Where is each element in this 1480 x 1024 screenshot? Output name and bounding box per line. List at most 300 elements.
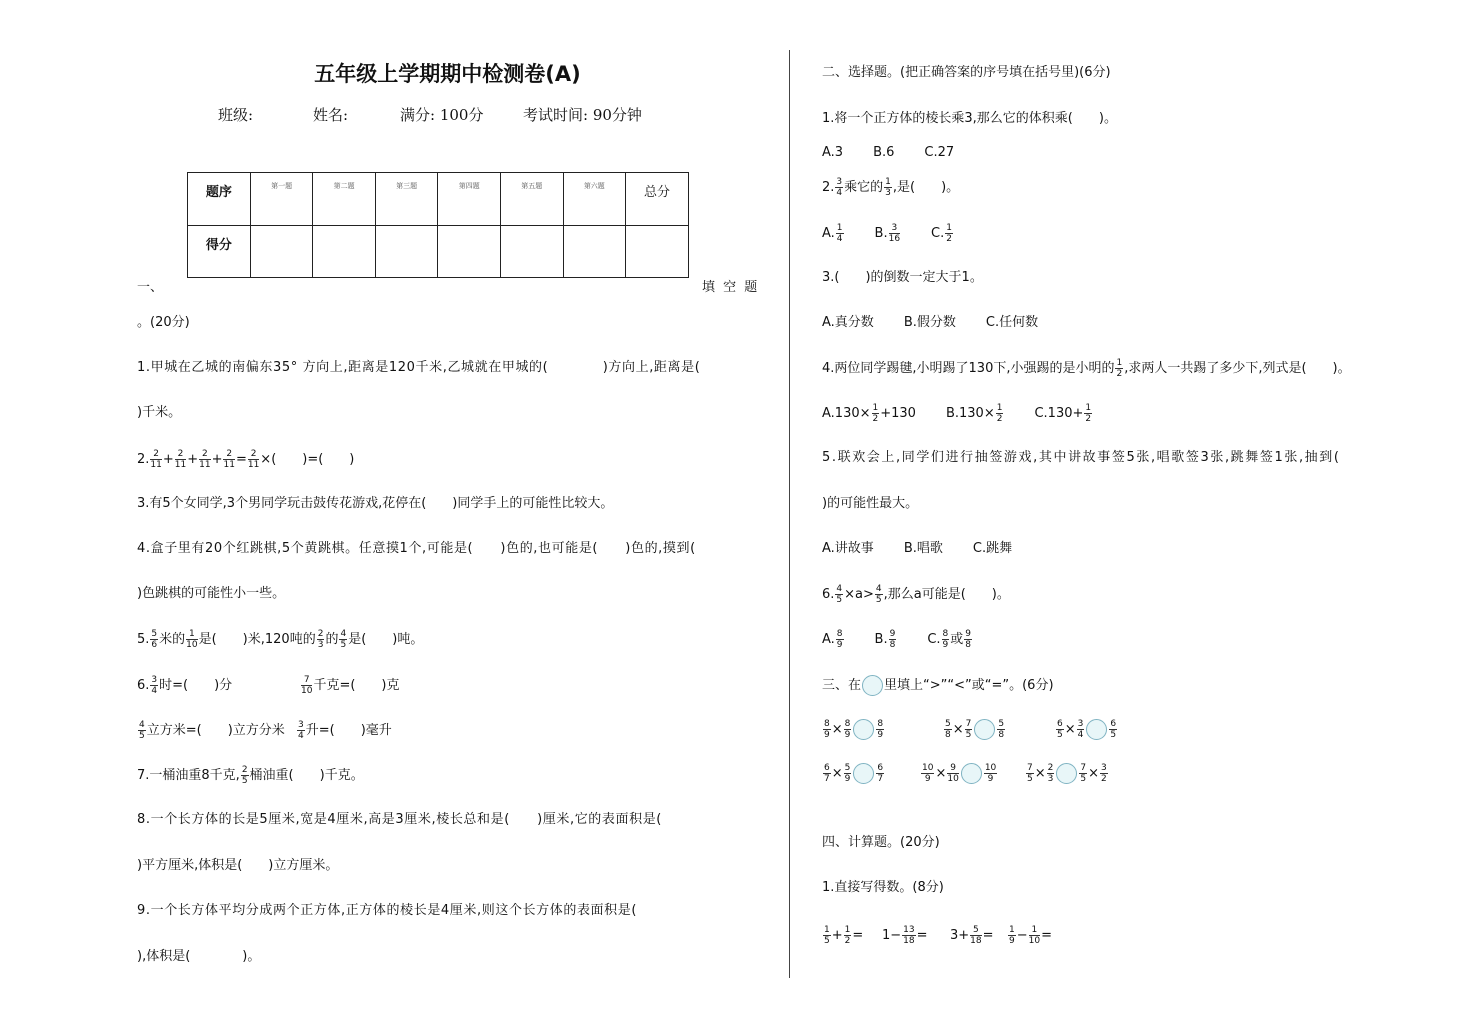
text-run: = (852, 928, 864, 943)
fraction-numerator: 3 (836, 177, 843, 187)
class-label: 班级: (218, 106, 254, 124)
fraction (823, 925, 831, 946)
fraction-denominator: 2 (1085, 414, 1092, 424)
fraction (1084, 403, 1092, 424)
question-1-cont (137, 403, 181, 423)
choice-option[interactable] (822, 539, 874, 559)
score-cell[interactable] (250, 225, 313, 278)
question-8-cont (137, 856, 338, 876)
fraction-numerator: 4 (139, 720, 145, 730)
text-run: 5.联欢会上,同学们进行抽签游戏,其中讲故事签5张,唱歌签3张,跳舞签1张,抽到( (822, 450, 1341, 465)
fraction (339, 629, 347, 650)
calc-subheading (822, 878, 944, 898)
fraction-numerator: 6 (1057, 719, 1063, 729)
answer-circle[interactable] (853, 763, 874, 784)
fraction-numerator: 3 (151, 675, 158, 685)
fraction (964, 629, 972, 650)
fraction (965, 719, 973, 740)
fraction (889, 223, 900, 244)
choice-options-2 (822, 223, 984, 244)
text-run: 4.盒子里有20个红跳棋,5个黄跳棋。任意摸1个,可能是( )色的,也可能是( )色的,摸到( (137, 541, 696, 556)
score-cell[interactable] (563, 225, 626, 278)
text-run: 或 (950, 632, 964, 647)
score-cell[interactable] (375, 225, 438, 278)
choice-question-6 (822, 584, 1010, 605)
section-3-heading (822, 675, 1054, 696)
fraction (1077, 719, 1085, 740)
fraction-numerator: 1 (186, 629, 197, 640)
fraction (1079, 763, 1087, 784)
text-run: A.真分数 (822, 315, 874, 330)
fraction-denominator: 2 (872, 414, 879, 424)
fraction-numerator: 1 (1029, 925, 1040, 936)
text-run: 6. (822, 587, 835, 602)
choice-options-6 (822, 629, 1003, 650)
fraction-denominator: 9 (924, 774, 931, 784)
fraction (889, 629, 897, 650)
text-run: × (831, 766, 843, 781)
fraction-numerator: 3 (889, 223, 900, 234)
choice-option[interactable] (875, 629, 898, 650)
text-run: = (1041, 928, 1052, 943)
question-4 (137, 539, 696, 559)
text-run: )平方厘米,体积是( )立方厘米。 (137, 858, 339, 873)
question-6c (137, 720, 285, 741)
table-row (188, 225, 689, 278)
section-4-heading (822, 833, 940, 853)
fraction-numerator: 1 (1116, 358, 1123, 368)
choice-options-4 (822, 403, 1123, 424)
fraction-numerator: 7 (1080, 763, 1087, 773)
fraction-numerator: 3 (1077, 719, 1084, 729)
choice-option[interactable] (875, 223, 902, 244)
fraction (1029, 925, 1040, 946)
fraction-denominator: 5 (836, 595, 843, 605)
fraction (223, 449, 234, 470)
fraction-numerator: 6 (824, 763, 830, 773)
answer-circle[interactable] (853, 719, 874, 740)
fraction-denominator: 2 (844, 936, 851, 946)
text-run: A. (822, 226, 835, 241)
calc-item (882, 925, 928, 946)
text-run: B.唱歌 (903, 541, 943, 556)
choice-question-4 (822, 358, 1351, 379)
table-header-cell: 第一题 (250, 173, 313, 226)
text-run: )千米。 (137, 405, 182, 420)
fraction (1056, 719, 1064, 740)
text-run: 3.有5个女同学,3个男同学玩击鼓传花游戏,花停在( )同学手上的可能性比较大。 (137, 496, 614, 511)
fraction-numerator: 4 (836, 584, 843, 594)
fraction-numerator: 2 (1047, 763, 1054, 773)
choice-question-5 (822, 448, 1341, 468)
fraction-denominator: 5 (139, 731, 145, 741)
text-run: C.跳舞 (972, 541, 1013, 556)
text-run: 三、在 (822, 678, 862, 693)
fraction (921, 763, 934, 784)
text-run: A. (822, 632, 835, 647)
score-row-label: 得分 (188, 225, 251, 278)
fraction (844, 763, 852, 784)
text-run: +130 (880, 406, 916, 421)
question-7 (137, 765, 364, 786)
fraction (836, 629, 844, 650)
fraction-denominator: 8 (945, 730, 951, 740)
fraction (199, 449, 210, 470)
choice-option[interactable] (873, 143, 894, 163)
fraction-denominator: 2 (946, 234, 952, 244)
fraction-numerator: 5 (151, 629, 158, 639)
text-run: 6. (137, 678, 150, 693)
text-run: )的可能性最大。 (822, 496, 919, 511)
table-header-cell: 题序 (188, 173, 251, 226)
fraction-numerator: 2 (248, 449, 259, 460)
question-8 (137, 810, 662, 830)
fraction (844, 925, 852, 946)
fraction-denominator: 4 (836, 188, 843, 198)
fraction-numerator: 2 (150, 449, 161, 460)
fraction-numerator: 1 (996, 403, 1003, 413)
fraction-denominator: 5 (1057, 730, 1063, 740)
text-run: + (831, 928, 843, 943)
text-run: 3+ (950, 928, 970, 943)
text-run: 立方米=( )立方分米 (146, 723, 285, 738)
text-run: 是( )米,120吨的 (198, 632, 316, 647)
text-run: 3.( )的倒数一定大于1。 (822, 270, 983, 285)
score-cell[interactable] (501, 225, 564, 278)
fraction (241, 765, 249, 786)
section-points: 。(20分) (137, 315, 190, 330)
table-header-cell: 第二题 (313, 173, 376, 226)
text-run: B. (874, 226, 888, 241)
fraction-numerator: 3 (1101, 763, 1107, 773)
fraction-denominator: 3 (1047, 774, 1054, 784)
fraction-denominator: 9 (877, 730, 884, 740)
text-run: + (162, 452, 174, 467)
text-run: = (235, 452, 247, 467)
fraction (186, 629, 197, 650)
full-score: 满分: 100分 (400, 106, 484, 124)
fraction-denominator: 5 (1027, 774, 1033, 784)
text-run: C. (931, 226, 945, 241)
fraction-numerator: 3 (298, 720, 304, 730)
fraction-numerator: 2 (317, 629, 324, 639)
fraction (875, 584, 883, 605)
choice-option[interactable] (822, 223, 845, 244)
fraction-denominator: 3 (885, 188, 891, 198)
text-run: 四、计算题。(20分) (822, 835, 940, 850)
fraction-numerator: 13 (903, 925, 915, 935)
fraction-numerator: 6 (877, 763, 884, 773)
fraction (150, 629, 158, 650)
text-run: B.6 (873, 145, 895, 160)
fraction (175, 449, 186, 470)
text-run: = (916, 928, 928, 943)
text-run: 1.将一个正方体的棱长乘3,那么它的体积乘( )。 (822, 111, 1117, 126)
text-run: = (982, 928, 994, 943)
fraction (835, 584, 843, 605)
choice-option[interactable] (904, 539, 943, 559)
fraction-denominator: 8 (889, 640, 896, 650)
table-row (188, 173, 689, 226)
fraction-numerator: 7 (965, 719, 972, 729)
fraction (970, 925, 981, 946)
text-run: 8.一个长方体的长是5厘米,宽是4厘米,高是3厘米,棱长总和是( )厘米,它的表面积是( (137, 812, 662, 827)
question-9 (137, 901, 637, 921)
text-run: 1.直接写得数。(8分) (822, 880, 944, 895)
fraction-numerator: 2 (241, 765, 248, 775)
compare-item (920, 763, 998, 784)
fraction-numerator: 6 (1110, 719, 1117, 729)
choice-question-1 (822, 109, 1117, 129)
question-1 (137, 358, 700, 378)
answer-circle[interactable] (974, 719, 995, 740)
fraction-denominator: 11 (174, 460, 187, 470)
fraction-numerator: 8 (836, 629, 843, 639)
fraction-denominator: 18 (970, 936, 982, 946)
choice-option[interactable] (822, 403, 916, 424)
compare-item (822, 763, 885, 784)
fraction-numerator: 1 (1009, 925, 1015, 935)
answer-circle[interactable] (961, 763, 982, 784)
fraction-numerator: 9 (965, 629, 972, 639)
fraction-denominator: 11 (199, 460, 211, 470)
question-5 (137, 629, 423, 650)
text-run: 是( )吨。 (348, 632, 424, 647)
fraction-denominator: 5 (824, 936, 830, 946)
section-prefix: 一、 (137, 280, 164, 295)
text-run: 里填上“>”“<”或“=”。(6分) (884, 678, 1054, 693)
fraction-denominator: 9 (1009, 936, 1015, 946)
fraction-denominator: 10 (1028, 936, 1041, 946)
text-run: × (935, 766, 947, 781)
text-run: )色跳棋的可能性小一些。 (137, 586, 286, 601)
fraction-numerator: 1 (885, 177, 891, 187)
score-cell[interactable] (313, 225, 376, 278)
text-run: B.130× (945, 406, 995, 421)
text-run: 4.两位同学踢毽,小明踢了130下,小强踢的是小明的 (822, 361, 1115, 376)
fraction-numerator: 8 (824, 719, 830, 729)
fraction-denominator: 5 (340, 640, 347, 650)
choice-option[interactable] (973, 539, 1012, 559)
fraction (317, 629, 325, 650)
fraction (1115, 358, 1123, 379)
text-run: 9.一个长方体平均分成两个正方体,正方体的棱长是4厘米,则这个长方体的表面积是( (137, 903, 638, 918)
fraction-numerator: 1 (1085, 403, 1092, 413)
fraction-numerator: 7 (1027, 763, 1033, 773)
text-run: × (952, 722, 964, 737)
choice-option[interactable] (822, 629, 845, 650)
fraction-numerator: 1 (872, 403, 879, 413)
choice-question-2 (822, 177, 959, 198)
fraction-denominator: 3 (317, 640, 324, 650)
fraction-numerator: 4 (875, 584, 882, 594)
fraction-numerator: 1 (946, 223, 952, 233)
table-header-cell: 第五题 (501, 173, 564, 226)
fraction-numerator: 7 (301, 675, 312, 686)
fraction-denominator: 7 (877, 774, 884, 784)
fraction (872, 403, 880, 424)
fraction (1026, 763, 1034, 784)
fraction-numerator: 9 (889, 629, 896, 639)
exam-time: 考试时间: 90分钟 (523, 106, 642, 124)
text-run: 的 (325, 632, 339, 647)
fraction-denominator: 8 (998, 730, 1005, 740)
fraction (836, 223, 844, 244)
question-2 (137, 449, 354, 470)
fraction-numerator: 2 (223, 449, 234, 460)
choice-option[interactable] (927, 629, 973, 650)
fraction-denominator: 2 (1116, 369, 1123, 379)
text-run: A.讲故事 (822, 541, 874, 556)
question-4-cont (137, 584, 285, 604)
choice-option[interactable] (986, 313, 1038, 333)
text-run: 乘它的 (844, 180, 884, 195)
calc-item (1007, 925, 1052, 946)
text-run: 1.甲城在乙城的南偏东35° 方向上,距离是120千米,乙城就在甲城的( )方向上,距离是( (137, 360, 701, 375)
table-header-cell: 总分 (626, 173, 689, 226)
fraction-numerator: 1 (836, 223, 843, 233)
fraction-denominator: 11 (223, 460, 235, 470)
fraction (844, 719, 852, 740)
score-table (187, 172, 689, 278)
fraction-denominator: 9 (824, 730, 830, 740)
fraction (997, 719, 1005, 740)
choice-option[interactable] (822, 313, 874, 333)
fraction-denominator: 9 (836, 640, 843, 650)
fraction-denominator: 16 (888, 234, 901, 244)
choice-options-5 (822, 539, 1042, 559)
table-header-cell: 第四题 (438, 173, 501, 226)
page-title: 五年级上学期期中检测卷(A) (314, 62, 581, 86)
answer-circle[interactable] (1086, 719, 1107, 740)
text-run: C.任何数 (985, 315, 1039, 330)
fraction-denominator: 9 (987, 774, 994, 784)
calc-item (822, 925, 863, 946)
fraction-numerator: 10 (984, 763, 997, 773)
compare-item (1055, 719, 1118, 740)
fraction-denominator: 11 (247, 460, 260, 470)
text-run: B. (874, 632, 888, 647)
fraction (150, 449, 161, 470)
choice-question-5-cont (822, 494, 918, 514)
choice-option[interactable] (822, 143, 843, 163)
text-run: + (187, 452, 199, 467)
column-divider (789, 50, 790, 978)
fraction-denominator: 9 (844, 730, 851, 740)
fraction-denominator: 5 (875, 595, 882, 605)
choice-options-3 (822, 313, 1068, 333)
compare-item (1025, 763, 1109, 784)
text-run: A.130× (822, 406, 871, 421)
fraction (1100, 763, 1108, 784)
fraction-denominator: 4 (1077, 730, 1084, 740)
text-run: A.3 (822, 145, 844, 160)
table-header-cell: 第三题 (375, 173, 438, 226)
text-run: 千克=( )克 (313, 678, 400, 693)
choice-option[interactable] (924, 143, 954, 163)
fraction-denominator: 6 (151, 640, 158, 650)
text-run: 时=( )分 (159, 678, 233, 693)
text-run: ,是( )。 (892, 180, 960, 195)
score-cell[interactable] (438, 225, 501, 278)
text-run: − (1016, 928, 1028, 943)
text-run: ),体积是( )。 (137, 949, 261, 964)
fraction-denominator: 7 (824, 774, 830, 784)
fraction (947, 763, 958, 784)
fraction-numerator: 2 (199, 449, 210, 460)
text-run: C. (927, 632, 941, 647)
fraction (835, 177, 843, 198)
text-run: 升=( )毫升 (305, 723, 392, 738)
fraction-numerator: 5 (970, 925, 981, 936)
fraction (823, 719, 831, 740)
text-run: ×a> (844, 587, 874, 602)
fraction-numerator: 2 (175, 449, 186, 460)
answer-circle[interactable] (862, 675, 883, 696)
fraction (823, 763, 831, 784)
question-9-cont (137, 947, 260, 967)
choice-option[interactable] (904, 313, 956, 333)
fraction (248, 449, 259, 470)
section-2-heading (822, 63, 1111, 83)
text-run: × (1034, 766, 1046, 781)
fraction-denominator: 4 (836, 234, 843, 244)
fraction-denominator: 5 (1110, 730, 1117, 740)
fraction (984, 763, 997, 784)
fraction (1008, 925, 1016, 946)
fraction-numerator: 1 (824, 925, 830, 935)
choice-option[interactable] (931, 223, 954, 244)
text-run: 2. (822, 180, 835, 195)
fraction-denominator: 8 (965, 640, 972, 650)
text-run: ,求两人一共踢了多少下,列式是( )。 (1124, 361, 1351, 376)
fraction-numerator: 5 (945, 719, 951, 729)
choice-option[interactable] (1034, 403, 1093, 424)
fraction-denominator: 5 (965, 730, 972, 740)
fraction (996, 403, 1004, 424)
question-6d (296, 720, 392, 741)
section-heading: 填 空 题 (702, 280, 760, 295)
fraction-denominator: 9 (942, 640, 949, 650)
choice-option[interactable] (946, 403, 1005, 424)
fraction (1109, 719, 1117, 740)
text-run: 桶油重( )千克。 (249, 768, 364, 783)
compare-item (943, 719, 1006, 740)
text-run: B.假分数 (903, 315, 956, 330)
fraction (876, 719, 884, 740)
fraction (138, 720, 146, 741)
question-6a (137, 675, 232, 696)
text-run: × (1088, 766, 1100, 781)
fraction-numerator: 10 (922, 763, 934, 773)
text-run: C.130+ (1034, 406, 1084, 421)
fraction (884, 177, 892, 198)
calc-item (950, 925, 994, 946)
text-run: × (831, 722, 843, 737)
text-run: ×( )=( ) (260, 452, 355, 467)
fraction (1047, 763, 1055, 784)
table-header-cell: 第六题 (563, 173, 626, 226)
name-label: 姓名: (313, 106, 349, 124)
fraction-numerator: 1 (844, 925, 851, 935)
fraction-denominator: 18 (903, 936, 915, 946)
fraction-denominator: 2 (1101, 774, 1107, 784)
fraction-numerator: 4 (340, 629, 347, 639)
score-cell[interactable] (626, 225, 689, 278)
text-run: + (211, 452, 223, 467)
fraction-denominator: 11 (150, 460, 162, 470)
answer-circle[interactable] (1056, 763, 1077, 784)
